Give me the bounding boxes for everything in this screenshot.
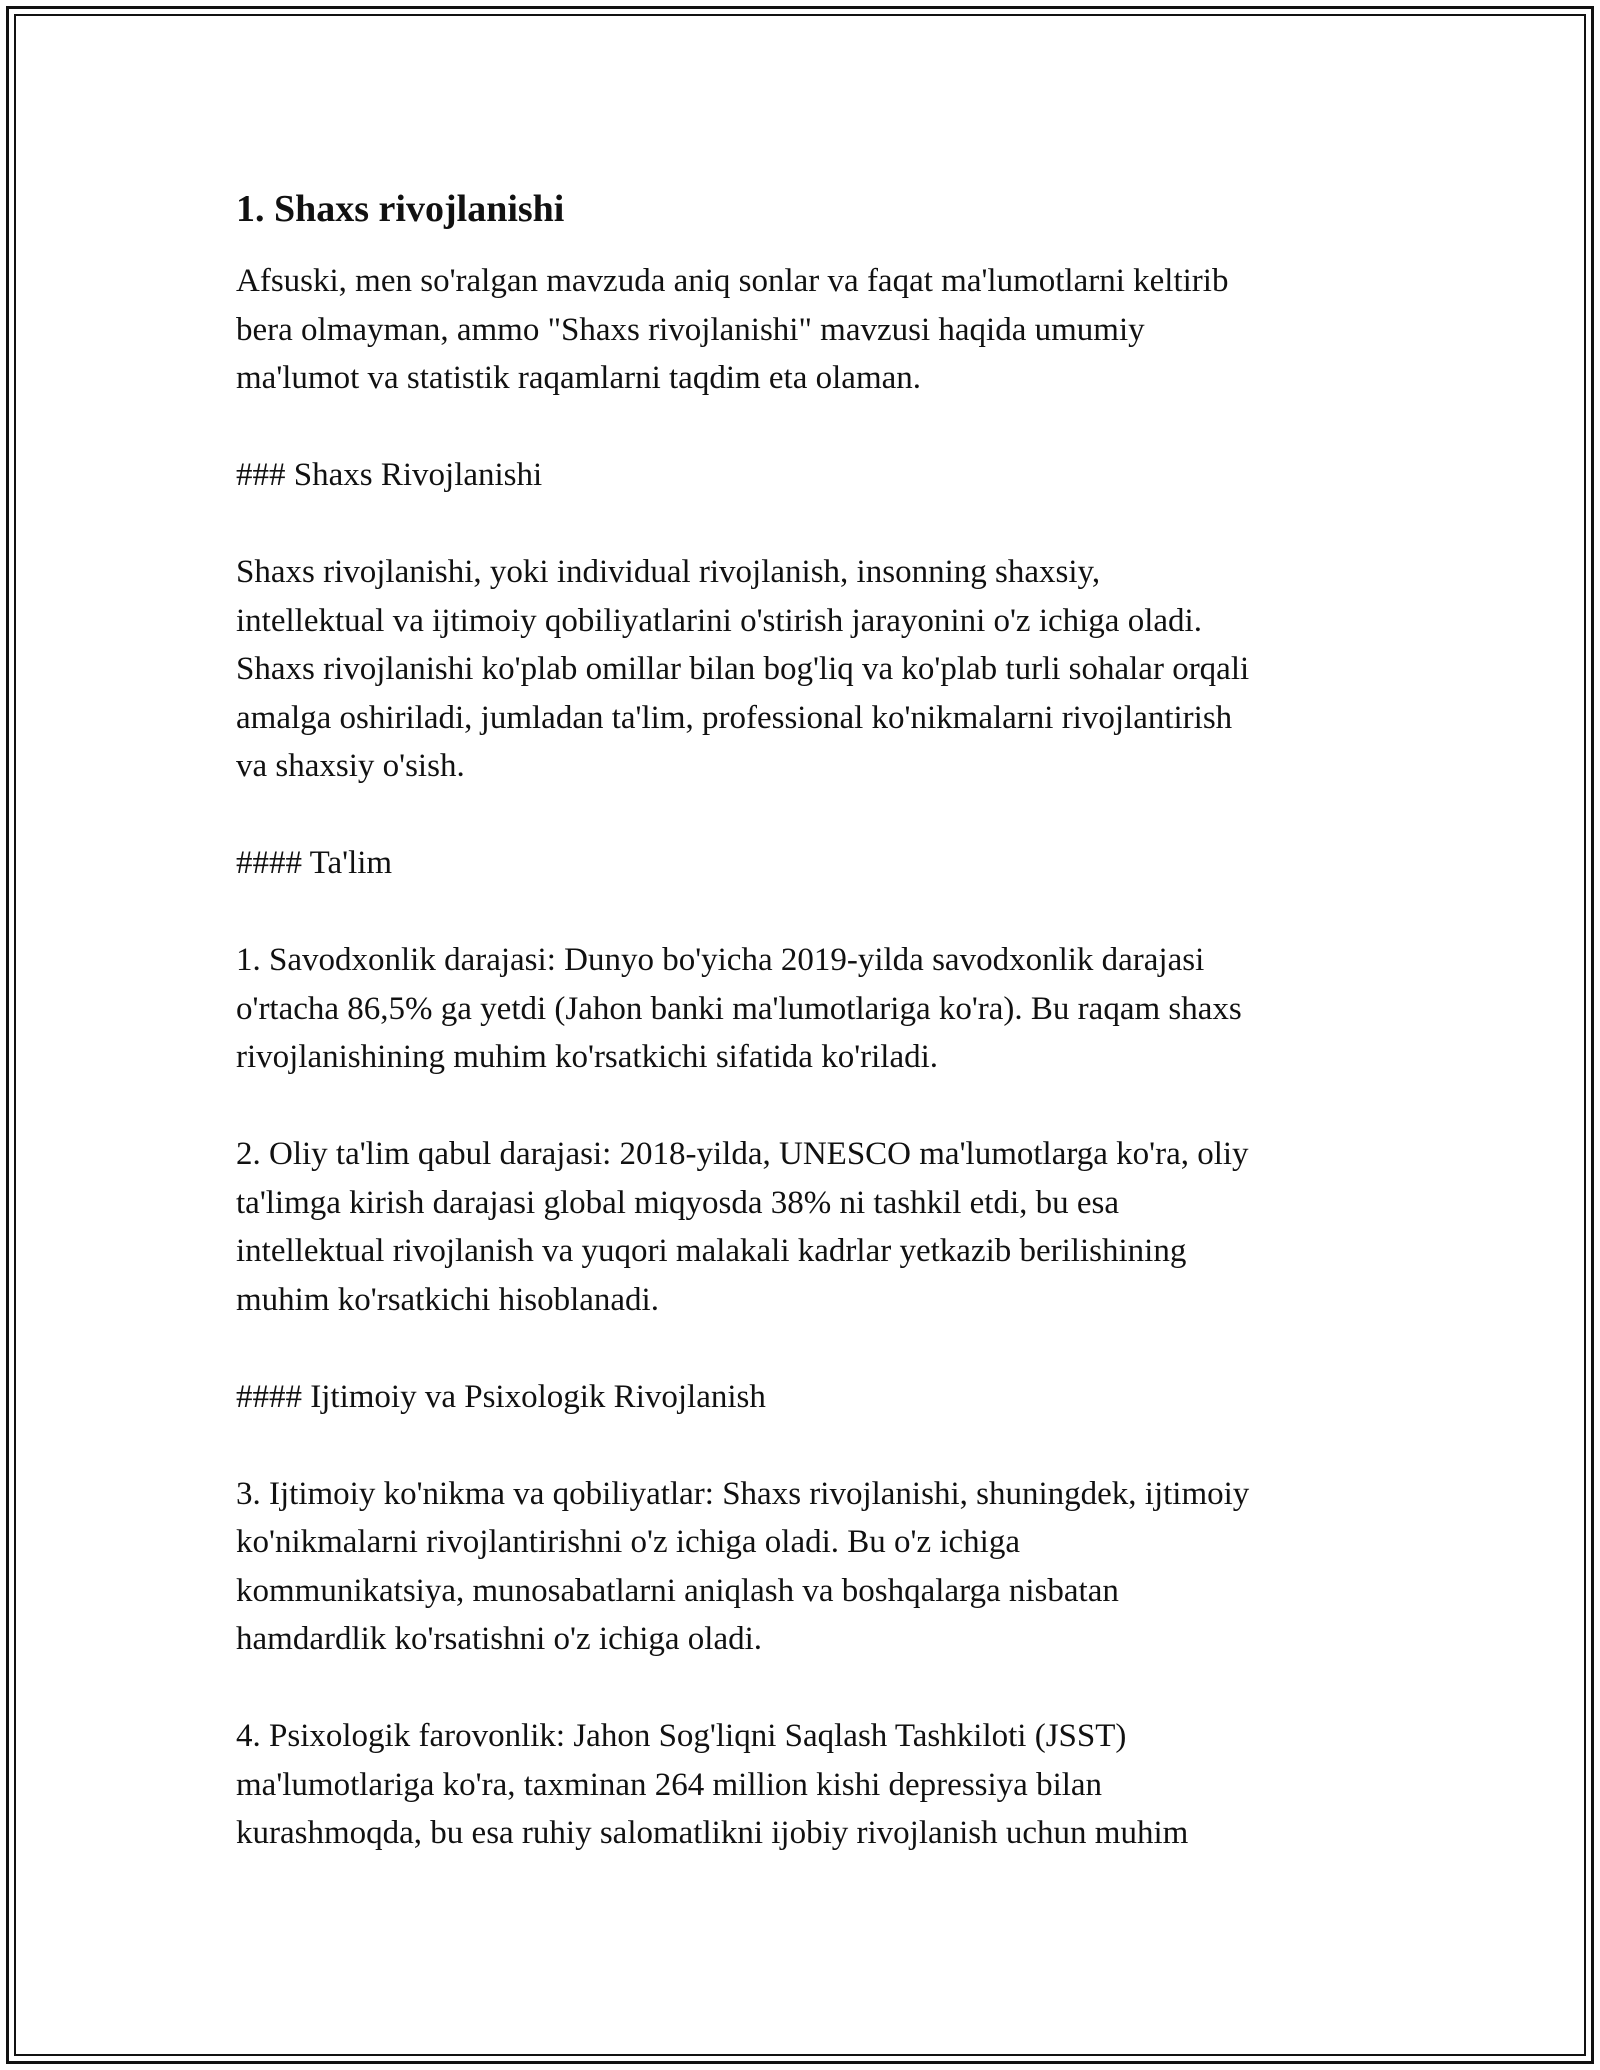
section-heading-shaxs-rivojlanishi: ### Shaxs Rivojlanishi [236,457,543,493]
list-item-ijtimoiy-konikma: 3. Ijtimoiy ko'nikma va qobiliyatlar: Shaxs rivojlanishi, shuningdek, ijtimoiy ko'nikmalarni rivojlantirishni o'z ichiga oladi. Bu o'z ichiga kommunikatsiya, munosabatlarni aniqlash va boshqalarga nisbatan hamdardlik ko'rsatishni o'z ichiga oladi. [236,1475,1250,1657]
document-title: 1. Shaxs rivojlanishi [236,188,565,230]
subsection-heading-ijtimoiy: #### Ijtimoiy va Psixologik Rivojlanish [236,1378,766,1415]
list-item-psixologik-farovonlik: 4. Psixologik farovonlik: Jahon Sog'liqni Saqlash Tashkiloti (JSST) ma'lumotlariga ko'ra, taxminan 264 million kishi depressiya bilan kurashmoqda, bu esa ruhiy salomatlikni ijobiy rivojlanish uchun muhim [236,1718,1189,1851]
intro-paragraph: Afsuski, men so'ralgan mavzuda aniq sonlar va faqat ma'lumotlarni keltirib bera olmayman, ammo "Shaxs rivojlanishi" mavzusi haqida umumiy ma'lumot va statistik raqamlarni taqdim eta olaman. [236,263,1229,396]
subsection-heading-talim: #### Ta'lim [236,845,393,881]
definition-paragraph: Shaxs rivojlanishi, yoki individual rivojlanish, insonning shaxsiy, intellektual va ijtimoiy qobiliyatlarini o'stirish jarayonini o'z ichiga oladi. Shaxs rivojlanishi ko'plab omillar bilan bog'liq va ko'plab turli sohalar orqali amalga oshiriladi, jumladan ta'lim, professional ko'nikmalarni rivojlantirish va shaxsiy o'sish. [236,554,1250,784]
list-item-savodxonlik: 1. Savodxonlik darajasi: Dunyo bo'yicha 2019-yilda savodxonlik darajasi o'rtacha 86,5% ga yetdi (Jahon banki ma'lumotlariga ko'ra). Bu raqam shaxs rivojlanishining muhim ko'rsatkichi sifatida ko'riladi. [236,942,1242,1075]
document-body [236,185,1386,1906]
list-item-oliy-talim: 2. Oliy ta'lim qabul darajasi: 2018-yilda, UNESCO ma'lumotlarga ko'ra, oliy ta'limga kirish darajasi global miqyosda 38% ni tashkil etdi, bu esa intellektual rivojlanish va yuqori malakali kadrlar yetkazib berilishining muhim ko'rsatkichi hisoblanadi. [236,1136,1249,1318]
